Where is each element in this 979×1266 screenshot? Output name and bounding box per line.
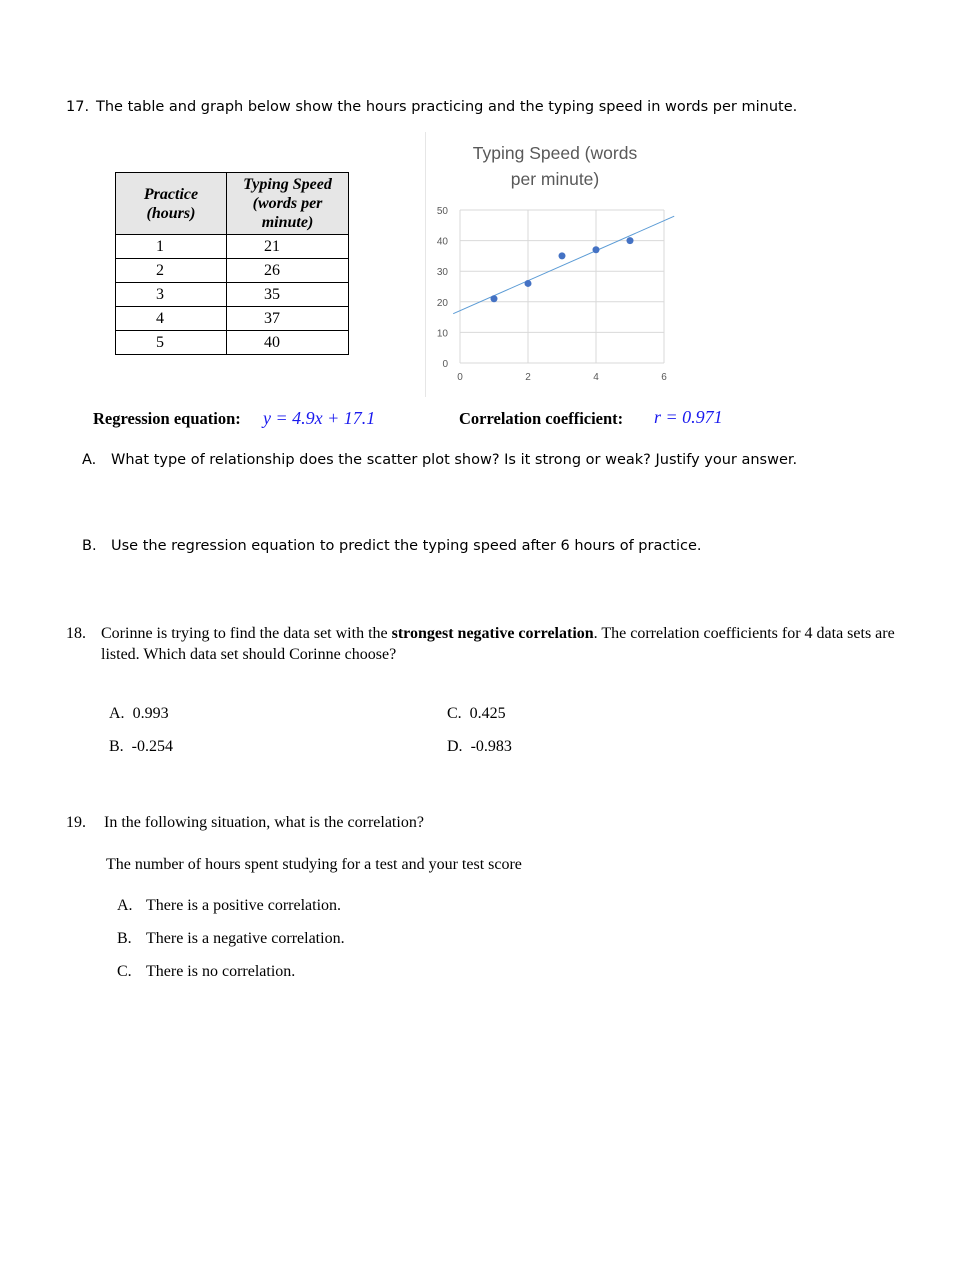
table-row <box>116 283 349 307</box>
x-tick-label: 6 <box>661 372 667 383</box>
column-header-practice <box>116 173 227 235</box>
cell-speed: 26 <box>227 259 349 283</box>
header-line: Practice <box>143 185 199 203</box>
data-point <box>525 280 532 287</box>
option-letter: C. <box>117 963 132 980</box>
choice-c <box>447 705 506 723</box>
data-table <box>115 172 349 355</box>
scenario-text: The number of hours spent studying for a test and your test score <box>106 856 522 873</box>
data-point <box>593 246 600 253</box>
table-row <box>116 331 349 355</box>
choice-value: 0.993 <box>132 705 169 722</box>
cell-speed: 37 <box>227 307 349 331</box>
option-b <box>117 930 345 948</box>
question-text <box>66 623 896 665</box>
part-a <box>82 452 797 468</box>
table-header-row <box>116 173 349 235</box>
choice-b <box>109 738 173 756</box>
text-before: Corinne is trying to find the data set with the <box>101 625 392 642</box>
header-line: (hours) <box>146 204 196 222</box>
cell-hours: 4 <box>116 307 227 331</box>
text-bold: strongest negative correlation <box>391 625 594 642</box>
table-row <box>116 235 349 259</box>
y-tick-label: 10 <box>436 328 448 340</box>
option-c <box>117 963 295 981</box>
option-text: There is a positive correlation. <box>146 897 342 914</box>
cell-speed: 21 <box>227 235 349 259</box>
question-text: The table and graph below show the hours practicing and the typing speed in words per minute. <box>96 99 798 115</box>
y-tick-label: 20 <box>436 297 448 309</box>
correlation-label: Correlation coefficient: <box>459 409 624 428</box>
column-header-typing-speed <box>227 173 349 235</box>
scatter-chart <box>425 195 695 395</box>
chart-title-line: per minute) <box>510 169 600 189</box>
y-tick-label: 50 <box>436 206 448 217</box>
table-row <box>116 259 349 283</box>
choice-value: -0.254 <box>131 738 173 755</box>
header-line: (words per <box>252 195 323 212</box>
cell-hours: 3 <box>116 283 227 307</box>
question-number: 17. <box>66 99 90 115</box>
question-17 <box>66 99 797 115</box>
data-point <box>559 252 566 259</box>
trendline <box>453 216 674 313</box>
choice-value: 0.425 <box>469 705 506 722</box>
part-text: Use the regression equation to predict the typing speed after 6 hours of practice. <box>111 538 702 554</box>
regression-equation: y = 4.9x + 17.1 <box>263 408 376 428</box>
choice-value: -0.983 <box>470 738 512 755</box>
text-after: . The correlation coefficients for 4 data sets are listed. Which data set should Corinne choose? <box>101 625 895 663</box>
header-line: minute) <box>261 214 314 231</box>
part-letter: B. <box>82 538 97 554</box>
choice-letter: D. <box>447 738 463 755</box>
part-text: What type of relationship does the scatter plot show? Is it strong or weak? Justify your answer. <box>111 452 798 468</box>
chart-title-line: Typing Speed (words <box>472 143 638 163</box>
question-text: In the following situation, what is the correlation? <box>104 814 424 831</box>
question-number: 19. <box>66 814 86 831</box>
cell-hours: 2 <box>116 259 227 283</box>
regression-label: Regression equation: <box>93 409 241 428</box>
correlation-value: r = 0.971 <box>654 407 723 427</box>
cell-hours: 1 <box>116 235 227 259</box>
chart-title <box>470 140 640 192</box>
option-letter: B. <box>117 930 132 947</box>
y-tick-label: 30 <box>436 267 448 279</box>
choice-letter: B. <box>109 738 124 755</box>
part-b <box>82 538 702 554</box>
option-a <box>117 897 341 915</box>
option-text: There is a negative correlation. <box>146 930 345 947</box>
y-tick-label: 0 <box>442 359 448 370</box>
x-tick-label: 2 <box>525 372 531 383</box>
question-19 <box>66 814 424 832</box>
y-tick-label: 40 <box>436 236 448 248</box>
choice-letter: C. <box>447 705 462 722</box>
choice-d <box>447 738 512 756</box>
cell-speed: 40 <box>227 331 349 355</box>
choice-a <box>109 705 169 723</box>
choice-letter: A. <box>109 705 125 722</box>
data-point <box>491 295 498 302</box>
question-18 <box>66 623 896 665</box>
part-letter: A. <box>82 452 97 468</box>
x-tick-label: 0 <box>457 372 463 383</box>
x-tick-label: 4 <box>593 372 599 383</box>
data-point <box>627 237 634 244</box>
header-line: Typing Speed <box>243 176 332 193</box>
option-letter: A. <box>117 897 133 914</box>
cell-speed: 35 <box>227 283 349 307</box>
cell-hours: 5 <box>116 331 227 355</box>
option-text: There is no correlation. <box>146 963 296 980</box>
question-number: 18. <box>66 625 86 642</box>
table-row <box>116 307 349 331</box>
